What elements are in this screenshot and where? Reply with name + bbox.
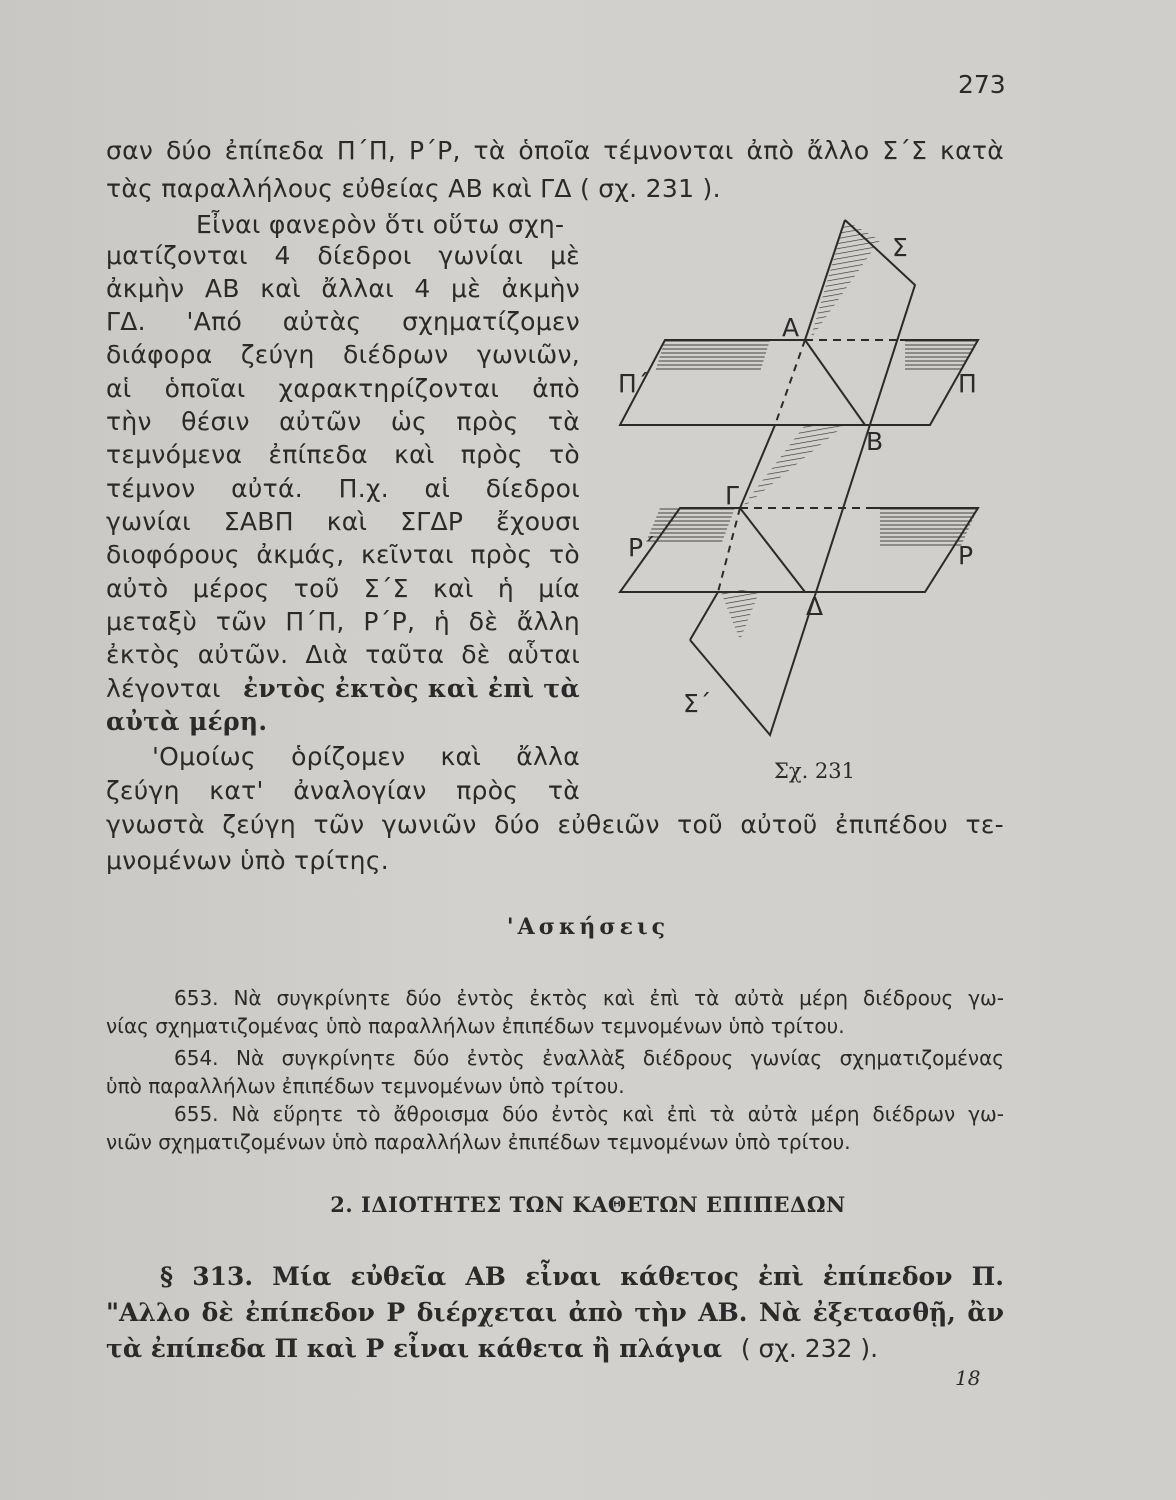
text-bold: ἐντὸς ἐκτὸς καὶ ἐπὶ τὰ — [242, 674, 580, 703]
plane-sigma-edge — [690, 220, 915, 735]
section-line: "Αλλο δὲ ἐπίπεδον Ρ διέρχεται ἀπὸ τὴν ΑΒ. Νὰ ἐξετασθῇ, ἂν — [106, 1298, 1004, 1327]
label-b: Β — [866, 427, 884, 456]
exercise-line: νιῶν σχηματιζομένων ὑπὸ παραλλήλων ἐπιπέδων τεμνομένων ὑπὸ τρίτου. — [106, 1130, 851, 1154]
text-plain: λέγονται — [106, 674, 221, 703]
text-line: γωνίαι ΣΑΒΠ καὶ ΣΓΔΡ ἔχουσι — [106, 507, 580, 536]
text-line: τὴν θέσιν αὐτῶν ὡς πρὸς τὰ — [106, 407, 580, 436]
text-line: Εἶναι φανερὸν ὅτι οὕτω σχη- — [196, 210, 565, 239]
plane-sigma-hidden-1 — [775, 340, 805, 425]
figure-caption: Σχ. 231 — [774, 759, 856, 783]
text-line: 'Ομοίως ὁρίζομεν καὶ ἄλλα — [152, 742, 580, 771]
text-line: ἀκμὴν ΑΒ καὶ ἄλλαι 4 μὲ ἀκμὴν — [106, 274, 580, 303]
section-bold-text: τὰ ἐπίπεδα Π καὶ Ρ εἶναι κάθετα ἢ πλάγια — [106, 1334, 723, 1363]
text-line: αὐτὸ μέρος τοῦ Σ΄Σ καὶ ἡ μία — [106, 574, 580, 603]
exercises-title: 'Ασκήσεις — [506, 914, 670, 940]
text-line: τὰς παραλλήλους εὐθείας ΑΒ καὶ ΓΔ ( σχ. 231 ). — [106, 174, 721, 203]
text-line: αἱ ὁποῖαι χαρακτηρίζονται ἀπὸ — [106, 374, 580, 403]
shade-mid — [740, 425, 845, 510]
chapter-heading: 2. ΙΔΙΟΤΗΤΕΣ ΤΩΝ ΚΑΘΕΤΩΝ ΕΠΙΠΕΔΩΝ — [330, 1192, 846, 1217]
shade-pi-left — [655, 340, 770, 372]
text-line: ματίζονται 4 δίεδροι γωνίαι μὲ — [106, 241, 580, 270]
label-d: Δ — [806, 592, 824, 621]
label-pi: Π — [958, 369, 977, 398]
text-line: τέμνον αὐτά. Π.χ. αἱ δίεδροι — [106, 474, 580, 503]
shade-pi-right — [905, 340, 978, 372]
label-pi-prime: Π΄ — [618, 369, 650, 398]
shade-low — [720, 590, 760, 640]
label-sigma-prime: Σ΄ — [683, 689, 712, 718]
text-line: ἐκτὸς αὐτῶν. Διὰ ταῦτα δὲ αὗται — [106, 640, 580, 669]
text-line: τεμνόμενα ἐπίπεδα καὶ πρὸς τὸ — [106, 440, 580, 469]
label-sigma: Σ — [892, 233, 908, 262]
text-line: γνωστὰ ζεύγη τῶν γωνιῶν δύο εὐθειῶν τοῦ αὐτοῦ ἐπιπέδου τε- — [106, 810, 1004, 839]
label-a: Α — [782, 313, 800, 342]
exercise-line: ὑπὸ παραλλήλων ἐπιπέδων τεμνομένων ὑπὸ τρίτου. — [106, 1074, 625, 1098]
edge-ab — [805, 340, 865, 425]
shade-top — [810, 220, 880, 340]
plane-sigma-low-edge — [690, 592, 718, 640]
section-line: § 313. Μία εὐθεῖα ΑΒ εἶναι κάθετος ἐπὶ ἐπίπεδον Π. — [160, 1262, 1004, 1291]
text-line: ΓΔ. 'Από αὐτὰς σχηματίζομεν — [106, 307, 580, 336]
text-line: διοφόρους ἀκμάς, κεῖνται πρὸς τὸ — [106, 540, 580, 569]
signature-mark: 18 — [955, 1366, 981, 1390]
text-bold: αὐτὰ μέρη. — [106, 707, 268, 736]
text-line: σαν δύο ἐπίπεδα Π΄Π, Ρ΄Ρ, τὰ ὁποῖα τέμνονται ἀπὸ ἄλλο Σ΄Σ κατὰ — [106, 136, 1004, 165]
page-number: 273 — [958, 70, 1006, 99]
exercise-line: 654. Νὰ συγκρίνητε δύο ἐντὸς ἐναλλὰξ διέδρους γωνίας σχηματιζομένας — [174, 1046, 1004, 1070]
section-ref: ( σχ. 232 ). — [740, 1334, 879, 1363]
label-rho-prime: Ρ΄ — [628, 533, 656, 562]
text-line: ζεύγη κατ' ἀναλογίαν πρὸς τὰ — [106, 776, 580, 805]
text-line: διάφορα ζεύγη διέδρων γωνιῶν, — [106, 340, 580, 369]
label-rho: Ρ — [958, 541, 974, 570]
exercise-line: 653. Νὰ συγκρίνητε δύο ἐντὸς ἐκτὸς καὶ ἐπὶ τὰ αὐτὰ μέρη διέδρους γω- — [174, 986, 1004, 1010]
exercise-line: νίας σχηματιζομένας ὑπὸ παραλλήλων ἐπιπέδων τεμνομένων ὑπὸ τρίτου. — [106, 1014, 845, 1038]
exercise-line: 655. Νὰ εὕρητε τὸ ἄθροισμα δύο ἐντὸς καὶ ἐπὶ τὰ αὐτὰ μέρη διέδρων γω- — [174, 1102, 1004, 1126]
text-line: μνομένων ὑπὸ τρίτης. — [106, 846, 390, 875]
edge-gd — [740, 508, 805, 592]
label-g: Γ — [725, 481, 739, 510]
text-line: μεταξὺ τῶν Π΄Π, Ρ΄Ρ, ἡ δὲ ἄλλη — [106, 607, 580, 636]
